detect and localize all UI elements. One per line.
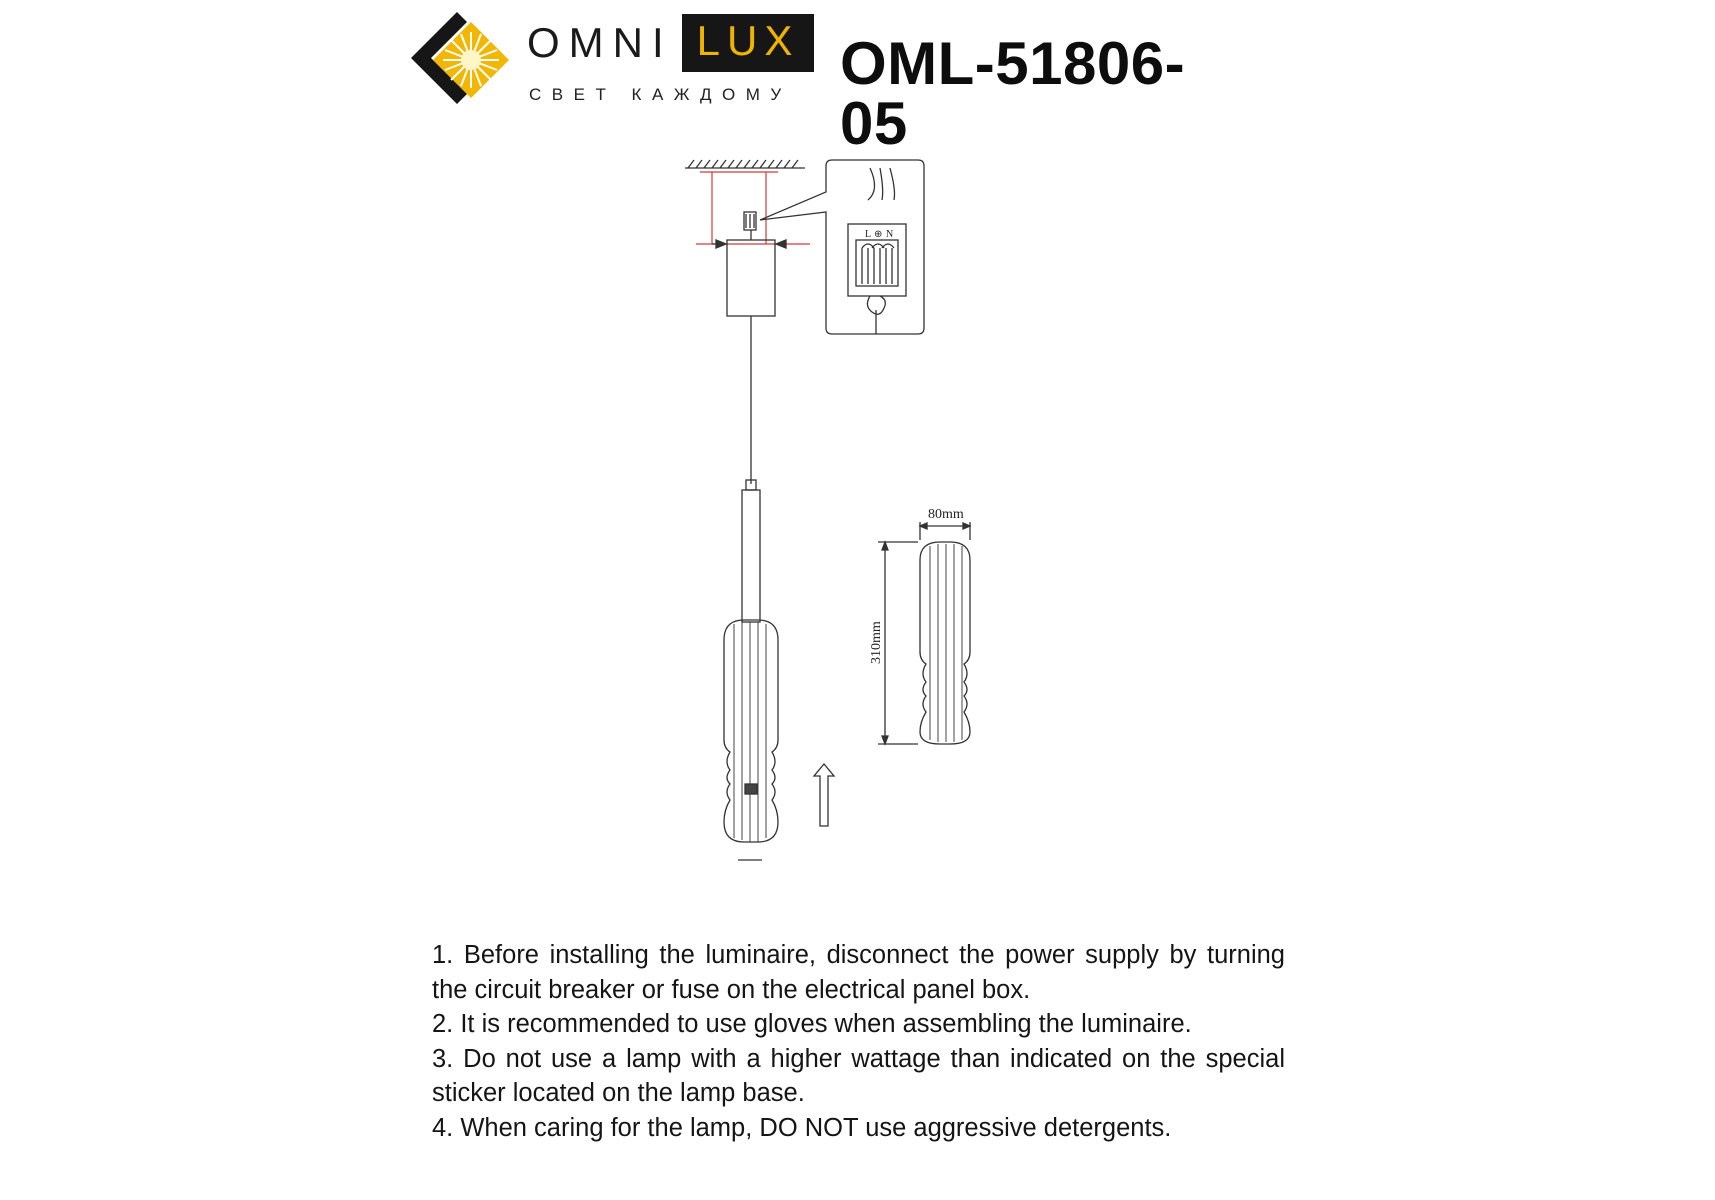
brand-name-lux: LUX bbox=[696, 17, 800, 64]
height-dimension bbox=[878, 542, 918, 744]
height-label: 310mm bbox=[869, 621, 884, 664]
model-code: OML-51806-05 bbox=[840, 30, 1186, 157]
instruction-1: 1. Before installing the luminaire, disconnect the power supply by turning the circuit breaker or fuse on the electrical panel box. bbox=[432, 941, 1285, 1004]
up-arrow-icon bbox=[814, 764, 834, 826]
instructions-block bbox=[432, 938, 1285, 1145]
brand-name-omni: OMNI bbox=[527, 19, 673, 66]
lamp-shade bbox=[724, 620, 778, 842]
pendant-rod bbox=[742, 490, 760, 622]
terminal-label-ground: ⊕ bbox=[874, 229, 883, 240]
terminal-label-l: L bbox=[865, 229, 872, 240]
instruction-3: 3. Do not use a lamp with a higher wattage than indicated on the special sticker located on the lamp base. bbox=[432, 1044, 1285, 1107]
width-dimension bbox=[920, 522, 970, 540]
mounting-guides bbox=[696, 172, 810, 244]
instruction-2: 2. It is recommended to use gloves when assembling the luminaire. bbox=[432, 1010, 1192, 1038]
instruction-4: 4. When caring for the lamp, DO NOT use aggressive detergents. bbox=[432, 1113, 1172, 1142]
canopy-box bbox=[727, 240, 775, 316]
dimension-shade bbox=[920, 542, 970, 744]
ceiling-line bbox=[685, 160, 805, 168]
brand-tagline: СВЕТ КАЖДОМУ bbox=[529, 85, 792, 104]
terminal-label-n: N bbox=[886, 229, 894, 240]
width-label: 80mm bbox=[928, 507, 964, 522]
